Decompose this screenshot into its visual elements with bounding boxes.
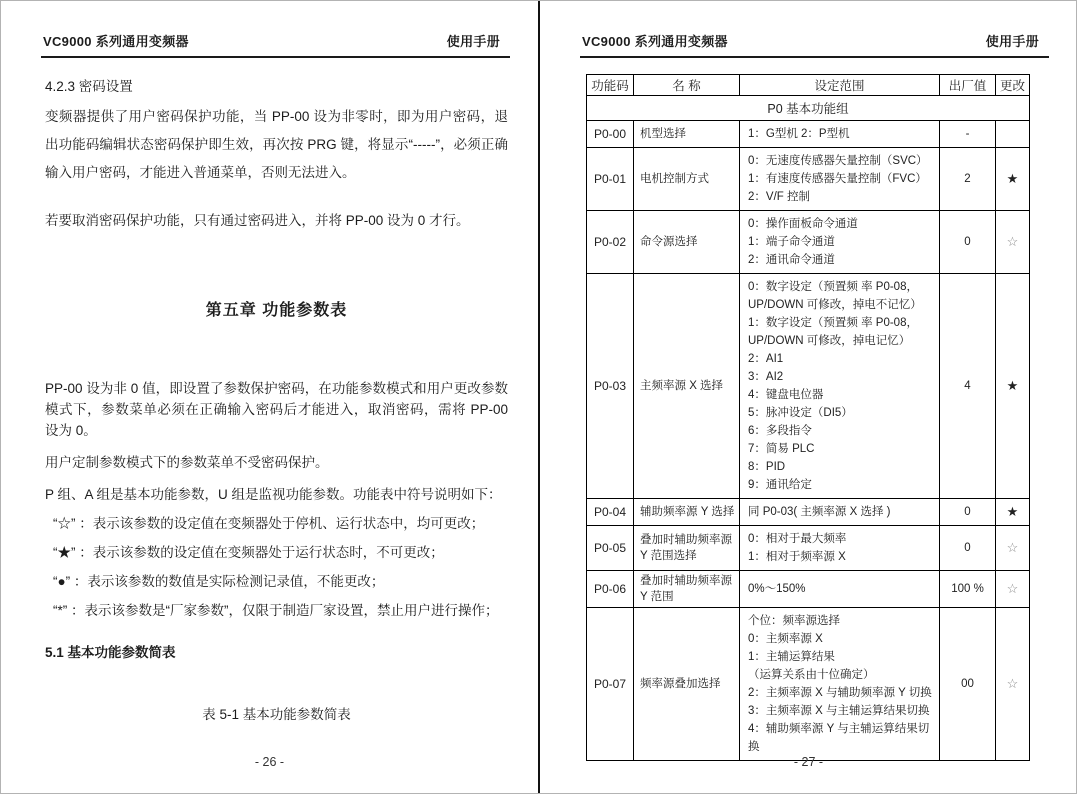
change-flag — [996, 121, 1030, 148]
group-title: P0 基本功能组 — [587, 96, 1030, 121]
setting-range-line: 1：主辅运算结果 — [748, 651, 835, 663]
function-code: P0-02 — [587, 211, 634, 274]
parameter-name: 辅助频率源 Y 选择 — [634, 499, 740, 526]
setting-range-line: 6：多段指令 — [748, 425, 812, 437]
paragraph-password-cancel: 若要取消密码保护功能，只有通过密码进入，并将 PP-00 设为 0 才行。 — [45, 213, 470, 228]
header-manual-label: 使用手册 — [446, 34, 500, 49]
function-code: P0-06 — [587, 571, 634, 608]
change-flag: ★ — [996, 499, 1030, 526]
setting-range — [740, 571, 940, 608]
setting-range-line: （运算关系由十位确定） — [748, 669, 875, 681]
header-rule — [41, 56, 510, 58]
setting-range — [740, 211, 940, 274]
symbol-note-asterisk: “*” ：表示该参数是“厂家参数”，仅限于制造厂家设置，禁止用户进行操作； — [53, 603, 499, 618]
setting-range-line: 9：通讯给定 — [748, 479, 812, 491]
parameter-name: 命令源选择 — [634, 211, 740, 274]
setting-range-line: 0%～150% — [748, 583, 806, 595]
factory-default: 0 — [940, 499, 996, 526]
paragraph-groups: P 组、A 组是基本功能参数，U 组是监视功能参数。功能表中符号说明如下： — [45, 487, 502, 502]
setting-range-line: 0：主频率源 X — [748, 633, 823, 645]
setting-range-line: 2：AI1 — [748, 353, 784, 365]
setting-range-line: 1：有速度传感器矢量控制（FVC） — [748, 173, 927, 185]
setting-range-line: 0：数字设定（预置频 率 P0-08， — [748, 281, 918, 293]
factory-default: 0 — [940, 211, 996, 274]
change-flag: ☆ — [996, 526, 1030, 571]
paragraph-password-intro: 变频器提供了用户密码保护功能，当 PP-00 设为非零时，即为用户密码，退出功能码编辑状态密码保护即生效，再次按 PRG 键，将显示“-----”，必须正确输入用户密码，才能进入普通菜单，否则无法进入。 — [45, 109, 508, 180]
change-flag: ☆ — [996, 608, 1030, 761]
factory-default: 00 — [940, 608, 996, 761]
function-code: P0-01 — [587, 148, 634, 211]
setting-range-line: 同 P0-03( 主频率源 X 选择 ) — [748, 506, 891, 518]
parameter-name: 叠加时辅助频率源 Y 范围选择 — [634, 526, 740, 571]
factory-default: - — [940, 121, 996, 148]
parameter-name: 机型选择 — [634, 121, 740, 148]
column-header: 出厂值 — [940, 75, 996, 96]
setting-range — [740, 274, 940, 499]
setting-range-line: 4：键盘电位器 — [748, 389, 824, 401]
table-row — [587, 121, 1030, 148]
chapter-title: 第五章 功能参数表 — [205, 302, 348, 319]
table-row — [587, 526, 1030, 571]
setting-range-line: 0：操作面板命令通道 — [748, 218, 858, 230]
header-product-title: VC9000 系列通用变频器 — [43, 34, 189, 49]
setting-range-line: 3：AI2 — [748, 371, 784, 383]
column-header: 设定范围 — [740, 75, 940, 96]
parameter-table — [586, 74, 1030, 761]
function-code: P0-03 — [587, 274, 634, 499]
setting-range-line: 1：相对于频率源 X — [748, 551, 846, 563]
change-flag: ★ — [996, 148, 1030, 211]
parameter-name: 叠加时辅助频率源 Y 范围 — [634, 571, 740, 608]
setting-range — [740, 148, 940, 211]
table-row — [587, 571, 1030, 608]
page-27 — [540, 1, 1077, 794]
paragraph-pp00: PP-00 设为非 0 值，即设置了参数保护密码，在功能参数模式和用户更改参数模式下，参数菜单必须在正确输入密码后才能进入，取消密码，需将 PP-00 设为 0。 — [45, 381, 508, 438]
column-header: 功能码 — [587, 75, 634, 96]
setting-range-line: 3：主频率源 X 与主辅运算结果切换 — [748, 705, 930, 717]
setting-range-line: 个位：频率源选择 — [748, 615, 840, 627]
setting-range-line: 0：无速度传感器矢量控制（SVC） — [748, 155, 928, 167]
setting-range-line: UP/DOWN 可修改，掉电不记忆） — [748, 299, 922, 311]
change-flag: ★ — [996, 274, 1030, 499]
setting-range-line: 8：PID — [748, 461, 786, 473]
table-row — [587, 211, 1030, 274]
paragraph-user-menu: 用户定制参数模式下的参数菜单不受密码保护。 — [45, 455, 329, 470]
symbol-note-open-star: “☆” ：表示该参数的设定值在变频器处于停机、运行状态中，均可更改； — [53, 516, 485, 531]
parameter-name: 电机控制方式 — [634, 148, 740, 211]
parameter-name: 主频率源 X 选择 — [634, 274, 740, 499]
table-header-row — [587, 75, 1030, 96]
setting-range-line: 1：数字设定（预置频 率 P0-08， — [748, 317, 918, 329]
setting-range-line: 5：脉冲设定（DI5） — [748, 407, 853, 419]
setting-range-line: 2：通讯命令通道 — [748, 254, 835, 266]
function-code: P0-05 — [587, 526, 634, 571]
setting-range-line: 1：端子命令通道 — [748, 236, 835, 248]
factory-default: 100 % — [940, 571, 996, 608]
change-flag: ☆ — [996, 211, 1030, 274]
table-row — [587, 499, 1030, 526]
symbol-note-dot: “●” ：表示该参数的数值是实际检测记录值，不能更改； — [53, 574, 385, 589]
factory-default: 0 — [940, 526, 996, 571]
page-header — [1, 1, 538, 50]
group-row — [587, 96, 1030, 121]
change-flag: ☆ — [996, 571, 1030, 608]
page-number: - 26 - — [254, 755, 285, 769]
setting-range-line: 7：简易 PLC — [748, 443, 815, 455]
function-code: P0-04 — [587, 499, 634, 526]
factory-default: 2 — [940, 148, 996, 211]
section-heading: 4.2.3 密码设置 — [45, 79, 133, 94]
page-26 — [1, 1, 538, 794]
table-row — [587, 274, 1030, 499]
symbol-note-filled-star: “★” ：表示该参数的设定值在变频器处于运行状态时，不可更改； — [53, 545, 444, 560]
table-caption: 表 5-1 基本功能参数简表 — [202, 707, 351, 722]
setting-range-line: UP/DOWN 可修改，掉电记忆） — [748, 335, 911, 347]
column-header: 更改 — [996, 75, 1030, 96]
setting-range — [740, 608, 940, 761]
setting-range — [740, 121, 940, 148]
setting-range — [740, 499, 940, 526]
section-heading-5-1: 5.1 基本功能参数简表 — [45, 645, 176, 660]
table-row — [587, 608, 1030, 761]
parameter-name: 频率源叠加选择 — [634, 608, 740, 761]
header-manual-label: 使用手册 — [985, 34, 1039, 49]
header-product-title: VC9000 系列通用变频器 — [582, 34, 728, 49]
factory-default: 4 — [940, 274, 996, 499]
page-number: - 27 - — [793, 755, 824, 769]
function-code: P0-07 — [587, 608, 634, 761]
page-header — [540, 1, 1077, 50]
setting-range-line: 0：相对于最大频率 — [748, 533, 847, 545]
setting-range-line: 2：V/F 控制 — [748, 191, 810, 203]
table-row — [587, 148, 1030, 211]
setting-range — [740, 526, 940, 571]
function-code: P0-00 — [587, 121, 634, 148]
setting-range-line: 4：辅助频率源 Y 与主辅运算结果切换 — [748, 723, 930, 753]
column-header: 名 称 — [634, 75, 740, 96]
parameter-table-wrap — [540, 58, 1077, 761]
setting-range-line: 1：G型机 2：P型机 — [748, 128, 850, 140]
param-table-body — [587, 75, 1030, 761]
left-page-content — [1, 75, 538, 723]
setting-range-line: 2：主频率源 X 与辅助频率源 Y 切换 — [748, 687, 932, 699]
